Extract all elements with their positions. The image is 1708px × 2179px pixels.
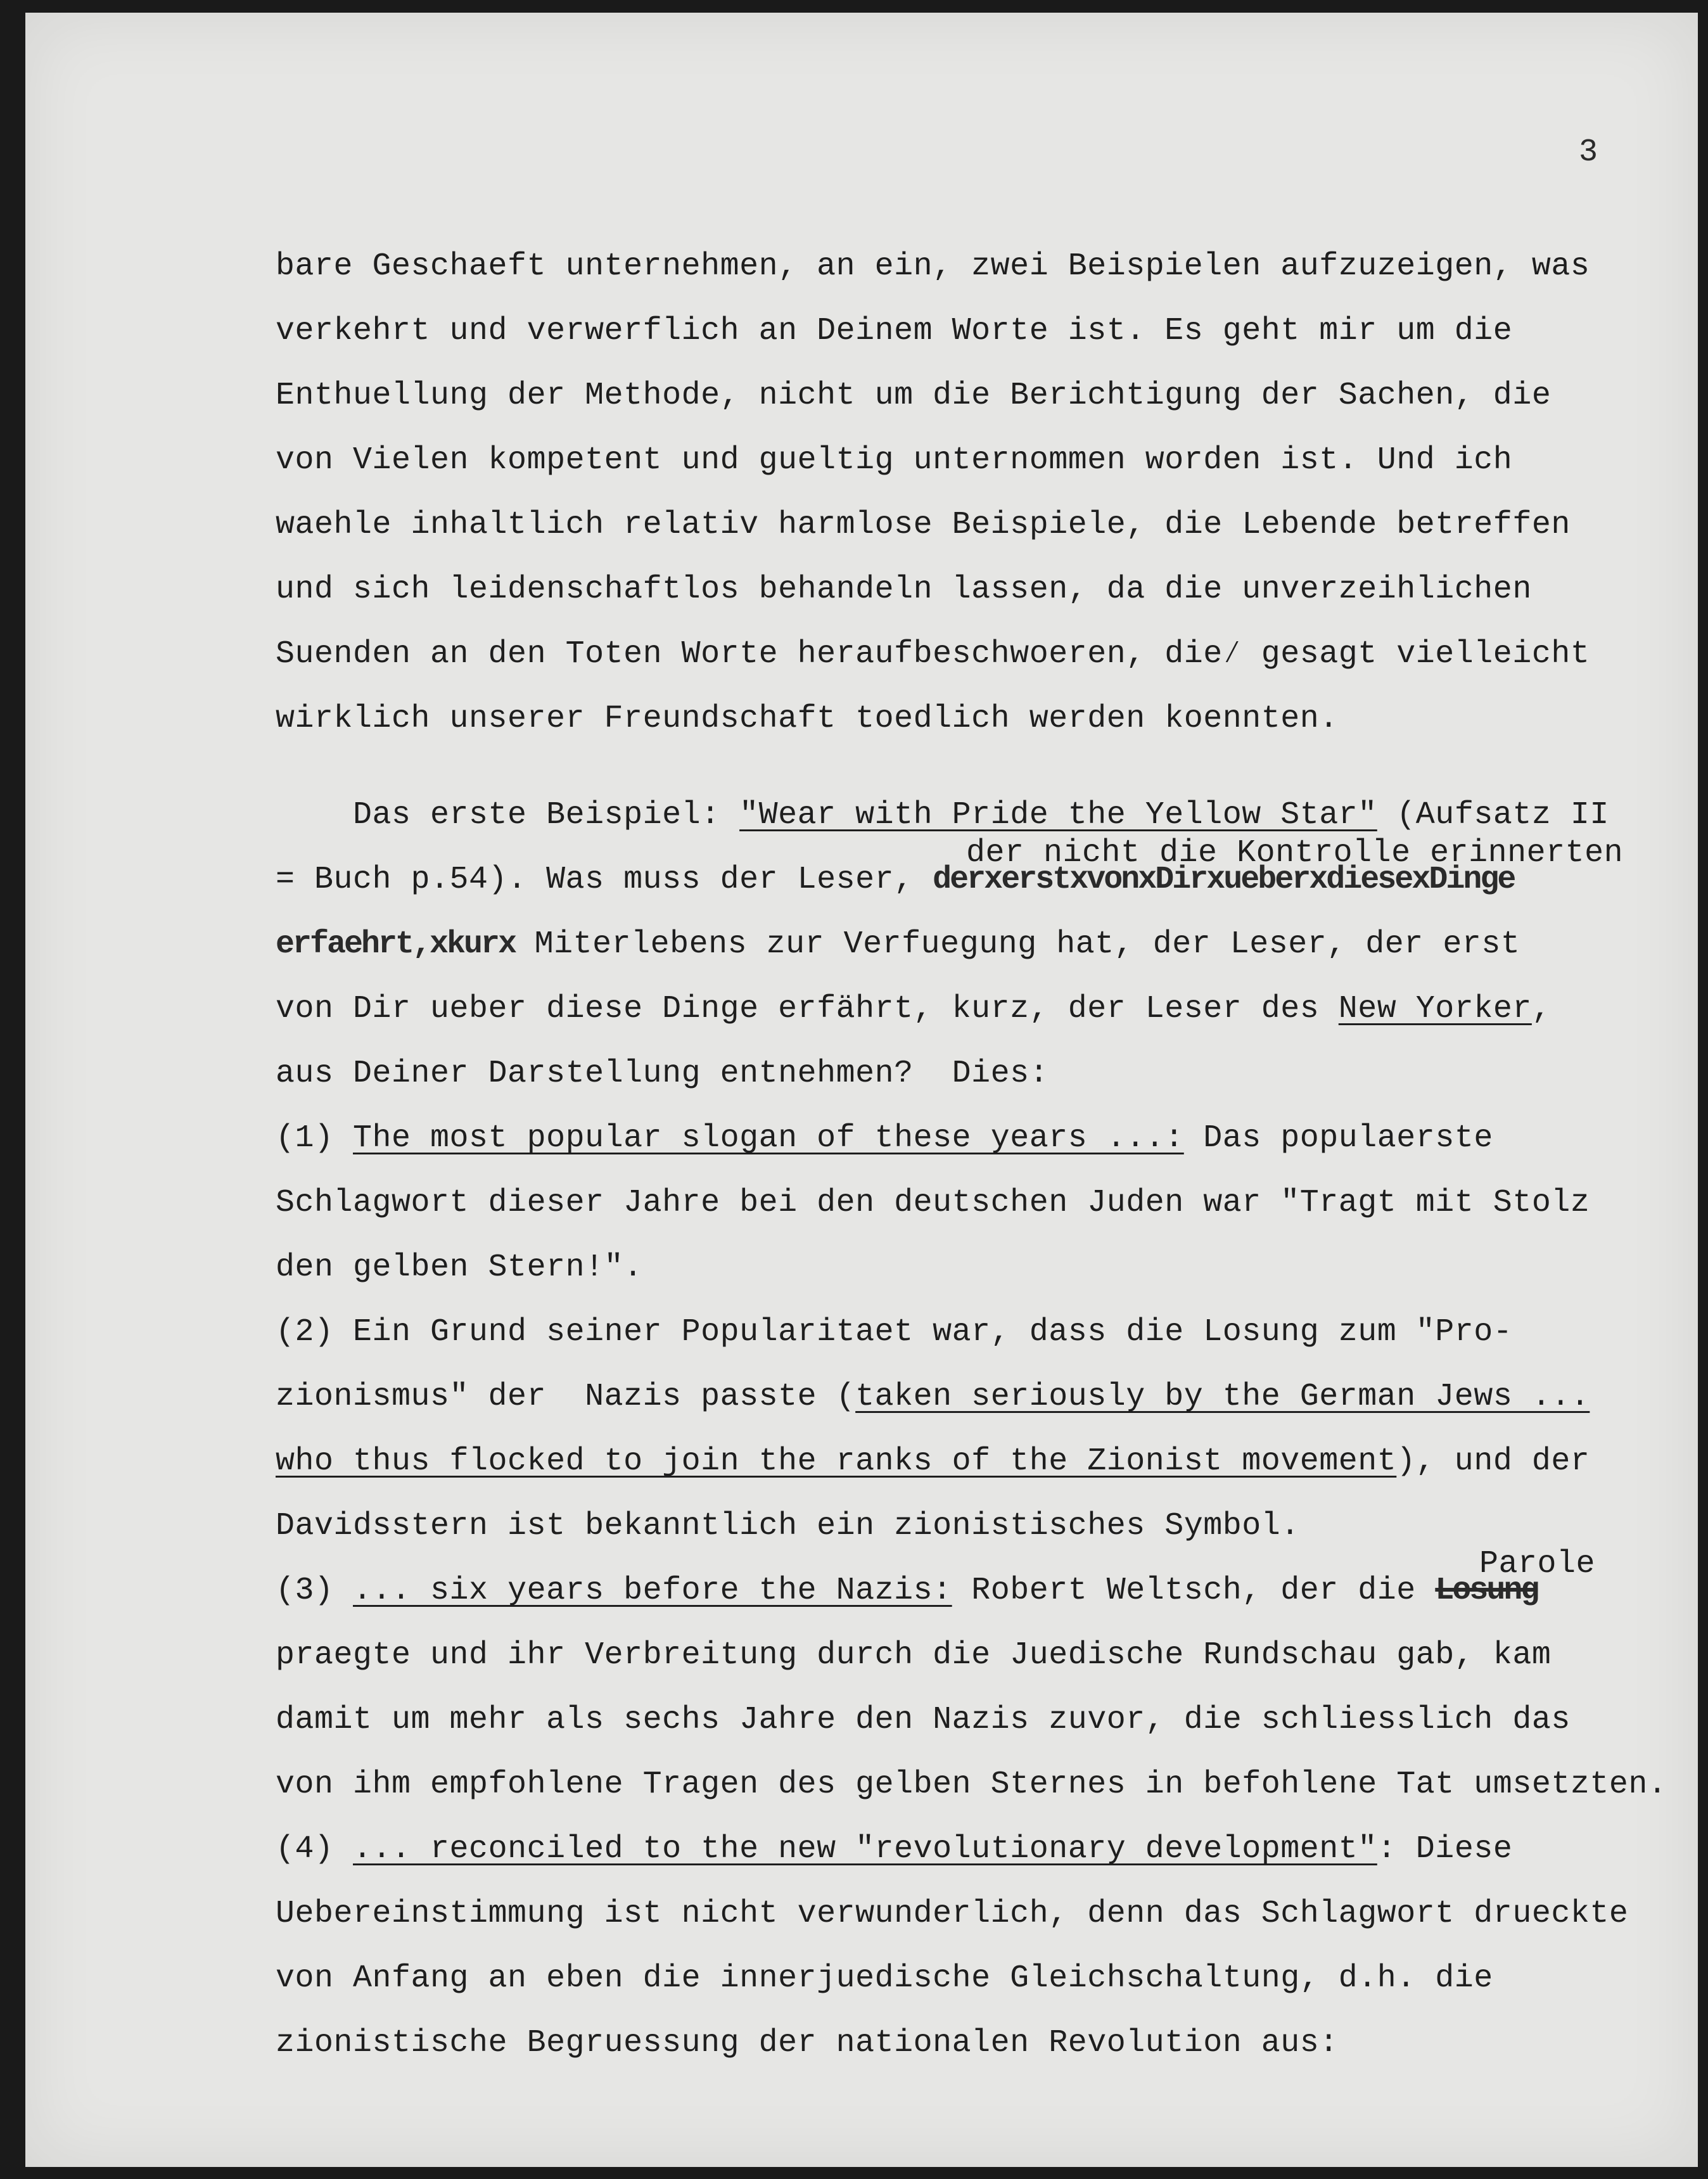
struck-out-text: Losung <box>1435 1573 1538 1609</box>
list-item-1 <box>276 1106 1707 1171</box>
text-line: und sich leidenschaftlos behandeln lassen, da die unverzeihlichen <box>276 572 1532 608</box>
underlined-quote: who thus flocked to join the ranks of the Zionist movement <box>276 1443 1397 1479</box>
publication-name: New Yorker <box>1338 991 1532 1027</box>
handwritten-insertion: der nicht die Kontrolle erinnerten <box>966 835 1624 871</box>
underlined-quote: ... reconciled to the new "revolutionary development" <box>353 1831 1377 1867</box>
text-line: verkehrt und verwerflich an Deinem Worte ist. Es geht mir um die <box>276 313 1513 349</box>
list-item-4 <box>276 1817 1707 1882</box>
item-number: (1) <box>276 1120 354 1156</box>
text-segment: zionismus" der Nazis passte ( <box>276 1379 856 1415</box>
text-segment: = Buch p.54). Was muss der Leser, <box>276 862 933 898</box>
text-line <box>276 977 1707 1042</box>
handwritten-insertion: Parole <box>1479 1546 1596 1582</box>
struck-out-text: derxerstxvonxDirxueberxdiesexDinge <box>933 862 1515 898</box>
underlined-quote: ... six years before the Nazis: <box>353 1573 952 1609</box>
paragraph-gap <box>276 751 1707 783</box>
example-intro: Das erste Beispiel: <box>276 797 740 833</box>
text-segment: von Dir ueber diese Dinge erfährt, kurz, der Leser des <box>276 991 1339 1027</box>
text-line: Uebereinstimmung ist nicht verwunderlich, denn das Schlagwort drueckte <box>276 1896 1629 1932</box>
text-line <box>276 1429 1707 1494</box>
text-line <box>276 835 1707 912</box>
text-line: wirklich unserer Freundschaft toedlich werden koennten. <box>276 701 1339 737</box>
text-line: bare Geschaeft unternehmen, an ein, zwei Beispielen aufzuzeigen, was <box>276 248 1590 284</box>
text-line: den gelben Stern!". <box>276 1249 643 1286</box>
list-item-3 <box>276 1546 1707 1623</box>
text-line <box>276 912 1707 977</box>
text-line: praegte und ihr Verbreitung durch die Juedische Rundschau gab, kam <box>276 1637 1552 1673</box>
article-reference: (Aufsatz II <box>1377 797 1609 833</box>
text-segment: Robert Weltsch, der die <box>952 1573 1436 1609</box>
text-segment: ), und der <box>1396 1443 1590 1479</box>
text-line: zionistische Begruessung der nationalen Revolution aus: <box>276 2025 1339 2061</box>
typed-text-body <box>276 234 1707 2076</box>
list-item-2: (2) Ein Grund seiner Popularitaet war, dass die Losung zum "Pro- <box>276 1314 1513 1350</box>
text-line: damit um mehr als sechs Jahre den Nazis zuvor, die schliesslich das <box>276 1702 1571 1738</box>
page-number: 3 <box>1579 134 1598 170</box>
document-page <box>25 13 1698 2167</box>
text-line: Schlagwort dieser Jahre bei den deutschen Juden war "Tragt mit Stolz <box>276 1185 1590 1221</box>
item-number: (3) <box>276 1573 354 1609</box>
text-segment: Miterlebens zur Verfuegung hat, der Leser, der erst <box>515 926 1520 962</box>
text-line: von Vielen kompetent und gueltig unternommen worden ist. Und ich <box>276 442 1513 478</box>
text-line: von ihm empfohlene Tragen des gelben Sternes in befohlene Tat umsetzten. <box>276 1767 1667 1803</box>
text-segment: : Diese <box>1377 1831 1513 1867</box>
text-line: waehle inhaltlich relativ harmlose Beispiele, die Lebende betreffen <box>276 507 1571 543</box>
text-line: aus Deiner Darstellung entnehmen? Dies: <box>276 1056 1049 1092</box>
text-segment: , <box>1531 991 1552 1027</box>
underlined-quote: The most popular slogan of these years ...: <box>353 1120 1184 1156</box>
text-line: Davidsstern ist bekanntlich ein zionistisches Symbol. <box>276 1508 1300 1544</box>
text-segment: Das populaerste <box>1183 1120 1493 1156</box>
article-title: "Wear with Pride the Yellow Star" <box>739 797 1377 833</box>
item-number: (4) <box>276 1831 354 1867</box>
text-line: von Anfang an eben die innerjuedische Gleichschaltung, d.h. die <box>276 1960 1493 1997</box>
struck-out-text: erfaehrt,xkurx <box>276 926 516 962</box>
underlined-quote: taken seriously by the German Jews ... <box>855 1379 1590 1415</box>
text-line: Enthuellung der Methode, nicht um die Berichtigung der Sachen, die <box>276 378 1552 414</box>
text-line <box>276 1365 1707 1429</box>
text-line: Suenden an den Toten Worte heraufbeschwoeren, die⁄ gesagt vielleicht <box>276 636 1590 672</box>
